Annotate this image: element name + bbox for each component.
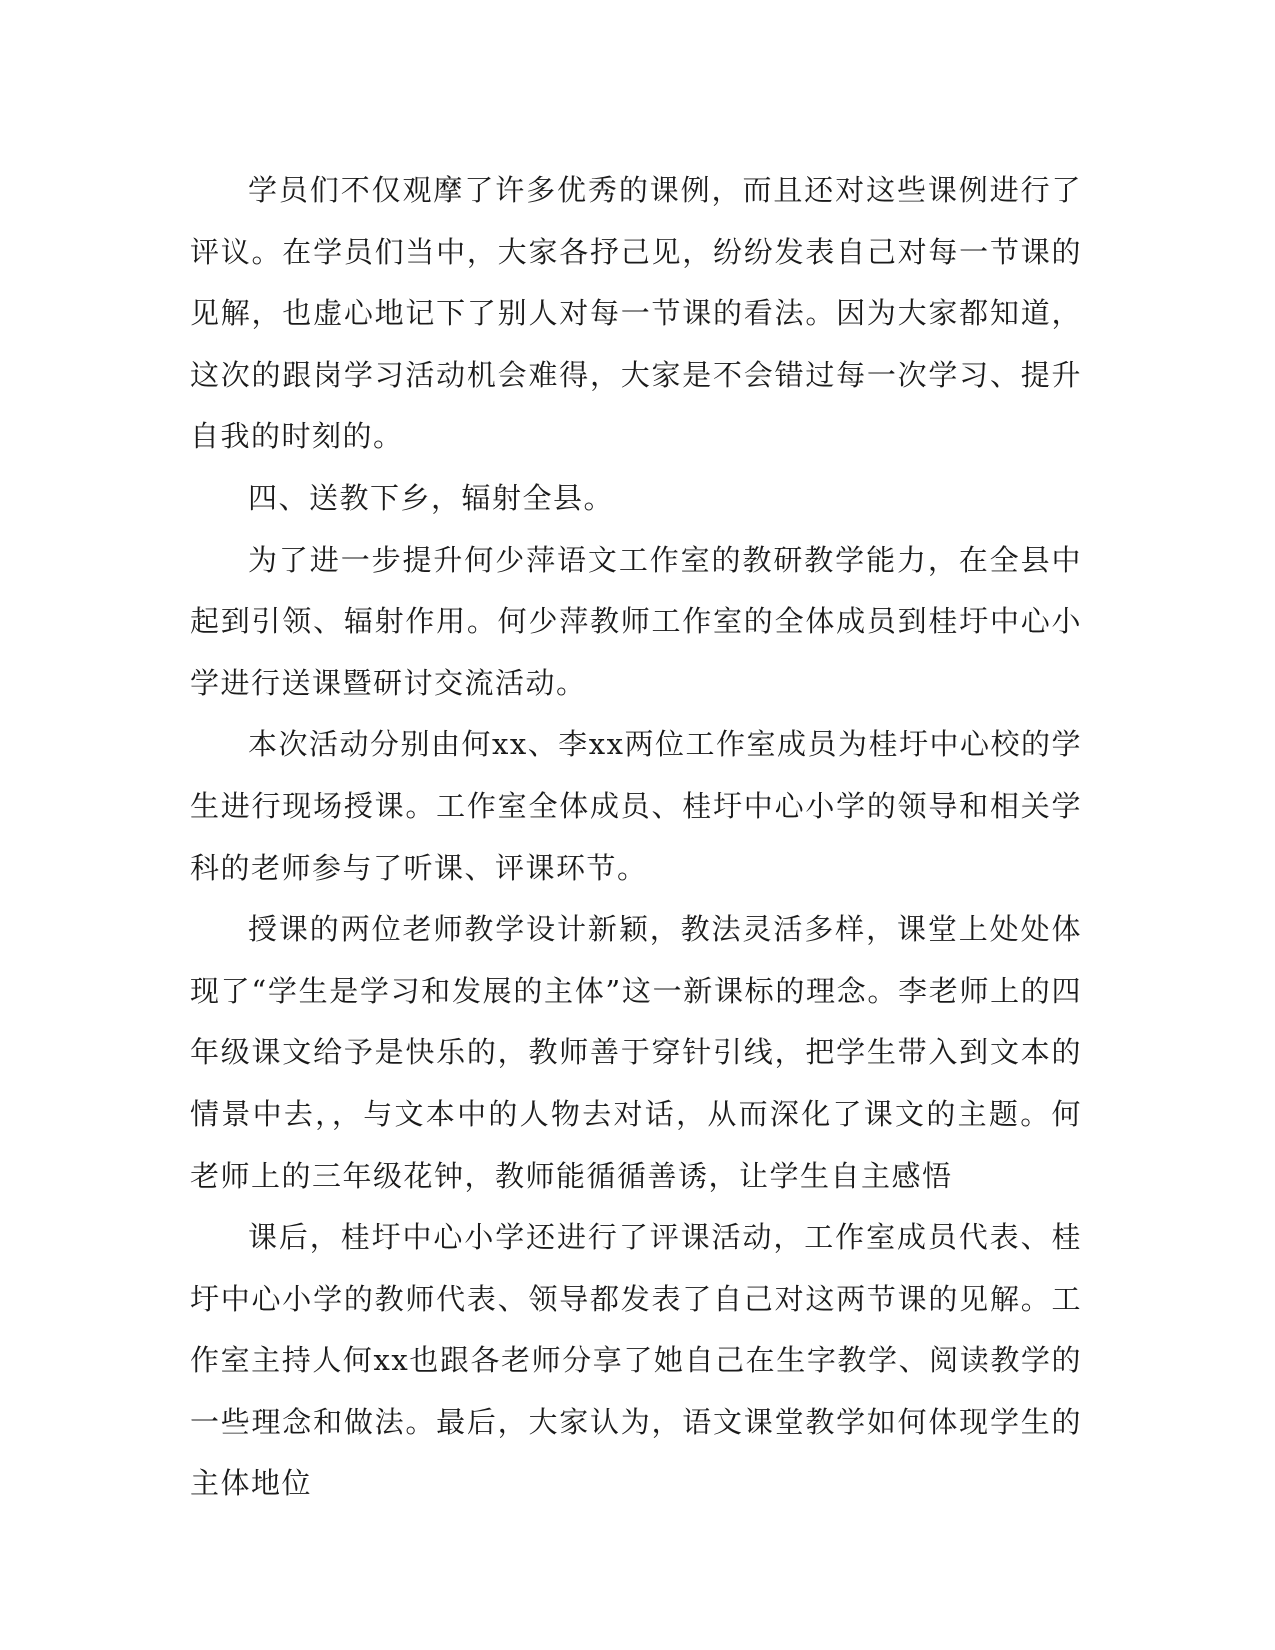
paragraph-lesson-evaluation: 授课的两位老师教学设计新颖，教法灵活多样，课堂上处处体现了“学生是学习和发展的主体”这一新课标的理念。李老师上的四年级课文给予是快乐的，教师善于穿针引线，把学生带入到文本的情景中去，，与文本中的人物去对话，从而深化了课文的主题。何老师上的三年级花钟，教师能循循善诱，让学生自主感悟 xyxy=(190,912,1082,1193)
paragraph-demo-lessons: 本次活动分别由何xx、李xx两位工作室成员为桂圩中心校的学生进行现场授课。工作室全体成员、桂圩中心小学的领导和相关学科的老师参与了听课、评课环节。 xyxy=(190,727,1082,885)
paragraph-outreach-purpose: 为了进一步提升何少萍语文工作室的教研教学能力，在全县中起到引领、辐射作用。何少萍教师工作室的全体成员到桂圩中心小学进行送课暨研讨交流活动。 xyxy=(190,542,1082,700)
document-body xyxy=(190,160,1082,1515)
section-heading-outreach: 四、送教下乡，辐射全县。 xyxy=(248,480,615,515)
paragraph-peer-review: 学员们不仅观摩了许多优秀的课例，而且还对这些课例进行了评议。在学员们当中，大家各抒己见，纷纷发表自己对每一节课的见解，也虚心地记下了别人对每一节课的看法。因为大家都知道，这次的跟岗学习活动机会难得，大家是不会错过每一次学习、提升自我的时刻的。 xyxy=(190,173,1082,454)
paragraph-post-lesson-review: 课后，桂圩中心小学还进行了评课活动，工作室成员代表、桂圩中心小学的教师代表、领导都发表了自己对这两节课的见解。工作室主持人何xx也跟各老师分享了她自己在生字教学、阅读教学的一些理念和做法。最后，大家认为，语文课堂教学如何体现学生的主体地位 xyxy=(190,1220,1082,1501)
